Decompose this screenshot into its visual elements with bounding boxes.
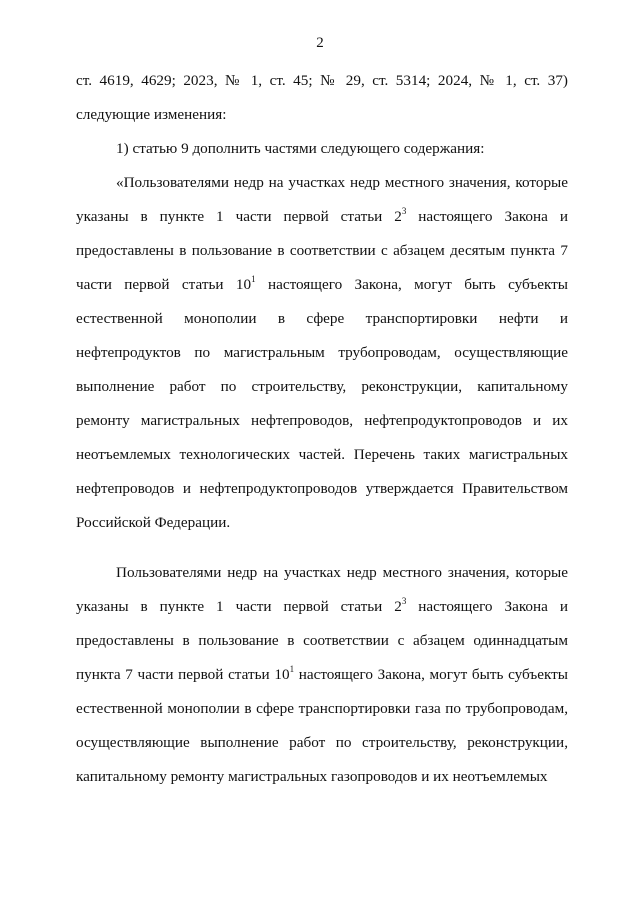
paragraph-gas-pipelines	[76, 556, 568, 794]
paragraph-text: Пользователями недр на участках недр местного значения, которые указаны в пункте 1 части первой статьи 2	[76, 564, 568, 615]
list-item-1: 1) статью 9 дополнить частями следующего содержания:	[116, 140, 485, 157]
superscript: 1	[251, 274, 256, 284]
superscript: 3	[401, 206, 407, 216]
paragraph-text: настоящего Закона, могут быть субъекты естественной монополии в сфере транспортировки нефти и нефтепродуктов по магистральным трубопроводам, осуществляющие выполнение работ по строительству, реконструкции, капитальному ремонту магистральных нефтепроводов, нефтепродуктопроводов и их неотъемлемых технологических частей. Перечень таких магистральных нефтепроводов и нефтепродуктопроводов утверждается Правительством Российской Федерации.	[76, 276, 568, 531]
superscript: 3	[401, 596, 407, 606]
paragraph-text: настоящего Закона, могут быть субъекты естественной монополии в сфере транспортировки газа по трубопроводам, осуществляющие выполнение работ по строительству, реконструкции, капитальному ремонту магистральных газопроводов и их неотъемлемых	[76, 666, 568, 785]
document-body	[76, 64, 568, 794]
paragraph-text: настоящего Закона и предоставлены в пользование в соответствии с абзацем десятым пункта 7 части первой статьи 10	[76, 208, 568, 293]
intro-paragraph: ст. 4619, 4629; 2023, № 1, ст. 45; № 29, ст. 5314; 2024, № 1, ст. 37) следующие изменения:	[76, 72, 568, 123]
paragraph-text: «Пользователями недр на участках недр местного значения, которые указаны в пункте 1 части первой статьи 2	[76, 174, 568, 225]
paragraph-oil-pipelines	[76, 166, 568, 540]
page-number: 2	[316, 35, 324, 51]
superscript: 1	[289, 664, 295, 674]
paragraph-text: настоящего Закона и предоставлены в пользование в соответствии с абзацем одиннадцатым пункта 7 части первой статьи 10	[76, 598, 568, 683]
